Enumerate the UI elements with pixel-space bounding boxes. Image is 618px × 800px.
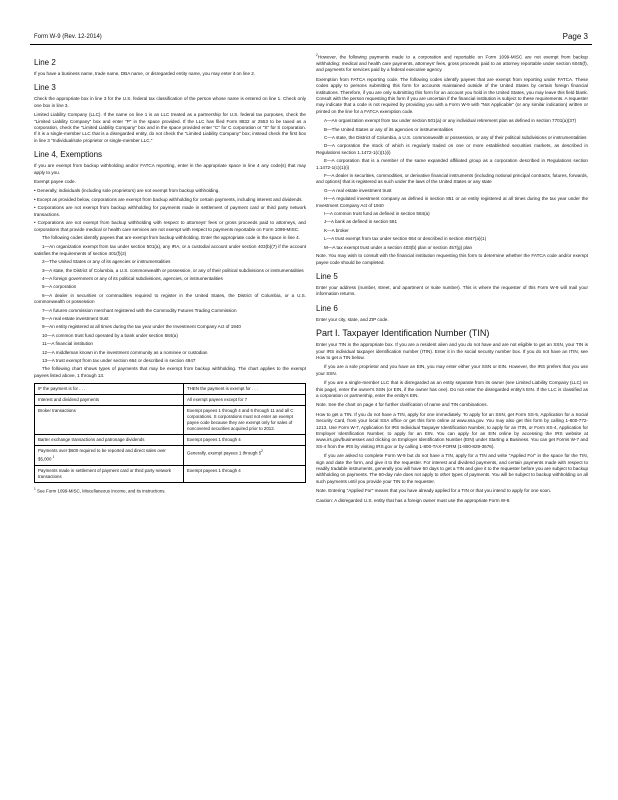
- table-row: [35, 395, 306, 406]
- line4-bullet: • Corporations are not exempt from backup withholding with respect to attorneys' fees or gross proceeds paid to attorneys, and corporations that provide medical or health care services are not exempt with respect to payments reportable on Form 1099-MISC.: [34, 220, 306, 232]
- part1-p8: Caution: A disregarded U.S. entity that has a foreign owner must use the appropriate Form W-8.: [316, 497, 511, 503]
- fatca-code: M—A tax exempt trust under a section 403(b) plan or section 457(g) plan: [324, 244, 473, 250]
- line5-text: Enter your address (number, street, and apartment or suite number). This is where the requester of this Form W-9 will mail your information returns.: [316, 284, 588, 297]
- fatca-code: G—A real estate investment trust: [324, 187, 392, 193]
- line2-text: If you have a business name, trade name, DBA name, or disregarded entity name, you may enter it on line 2.: [34, 71, 256, 76]
- exempt-code: 5—A corporation: [42, 284, 77, 290]
- footnote-text: See Form 1099-MISC, Miscellaneous Income, and its instructions.: [37, 488, 166, 494]
- line6-text: Enter your city, state, and ZIP code.: [316, 316, 389, 322]
- table-row: [35, 435, 306, 446]
- fatca-code: B—The United States or any of its agencies or instrumentalities: [324, 126, 453, 132]
- form-id: Form W-9 (Rev. 12-2014): [34, 34, 102, 40]
- fatca-code: K—A broker: [324, 227, 349, 233]
- fatca-code: A—An organization exempt from tax under section 501(a) or any individual retirement plan as defined in section 7701(a)(37): [324, 118, 577, 124]
- exempt-code: 13—A trust exempt from tax under section 664 or described in section 4947: [42, 358, 196, 363]
- exempt-code: 9—An entity registered at all times during the tax year under the Investment Company Act of 1940: [42, 324, 241, 330]
- fatca-code: I—A common trust fund as defined in section 584(a): [324, 211, 430, 217]
- exempt-code: 10—A common trust fund operated by a bank under section 584(a): [42, 332, 178, 338]
- fatca-code: D—A corporation the stock of which is regularly traded on one or more established securities markets, as described in Regulations section 1.1472-1(c)(1)(i): [316, 143, 588, 155]
- line4-p1: If you are exempt from backup withholding and/or FATCA reporting, enter in the appropriate space in line 4 any code(s) that may apply to you.: [34, 163, 306, 175]
- fatca-intro: Exemption from FATCA reporting code. The following codes identify payees that are exempt from reporting under FATCA. These codes apply to persons submitting this form for accounts maintained outside of the United States by certain foreign financial institutions. Therefore, if you are only submitting this form for an account you hold in the United States, you may leave this field blank. Consult with the person requesting this form if you are uncertain if the financial institution is subject to these requirements. A requester may indicate that a code is not required by providing you with a Form W-9 with "Not Applicable" (or any similar indication) written or printed on the line for a FATCA exemption code.: [316, 76, 588, 114]
- line2-heading: Line 2: [34, 58, 56, 67]
- line3-p2: Limited Liability Company (LLC). If the name on line 1 is an LLC treated as a partnership for U.S. federal tax purposes, check the "Limited Liability Company" box and enter "P" in the space provided. If the LLC has filed Form 8832 or 2553 to be taxed as a corporation, check the "Limited Liability Company" box and in the space provided enter "C" for C corporation or "S" for S corporation. If it is a single-member LLC that is a disregarded entity, do not check the "Limited Liability Company" box; instead check the first box in line 3 "Individual/sole proprietor or single-member LLC.": [34, 112, 306, 143]
- fatca-code: L—A trust exempt from tax under section 664 or described in section 4947(a)(1): [324, 236, 487, 242]
- table-cell: Barter exchange transactions and patronage dividends: [35, 435, 184, 446]
- table-row: [35, 446, 306, 465]
- table-header-exempt: THEN the payment is exempt for . . .: [184, 384, 306, 395]
- fatca-code: C—A state, the District of Columbia, a U.S. commonwealth or possession, or any of their political subdivisions or instrumentalities: [324, 135, 587, 140]
- exempt-code: 11—A financial institution: [42, 341, 93, 347]
- exempt-code: 1—An organization exempt from tax under section 501(a), any IRA, or a custodial account under section 403(b)(7) if the account satisfies the requirements of section 401(f)(2): [34, 244, 306, 256]
- part1-p6: If you are asked to complete Form W-9 but do not have a TIN, apply for a TIN and write "Applied For" in the space for the TIN, sign and date the form, and give it to the requester. For interest and dividend payments, and certain payments made with respect to readily tradable instruments, generally you will have 60 days to get a TIN and give it to the requester before you are subject to backup withholding on payments. The 60-day rule does not apply to other types of payments. You will be subject to backup withholding on all such payments until you provide your TIN to the requester.: [316, 453, 588, 484]
- page-header: [30, 30, 592, 45]
- exempt-code: 12—A middleman known in the investment community as a nominee or custodian: [42, 349, 208, 355]
- line4-heading: Line 4, Exemptions: [34, 150, 103, 160]
- part1-p3: If you are a single-member LLC that is disregarded as an entity separate from its owner (see Limited Liability Company (LLC) on this page), enter the owner's SSN (or EIN, if the owner has one). Do not enter the disregarded entity's EIN. If the LLC is classified as a corporation or partnership, enter the entity's EIN.: [316, 380, 588, 398]
- footnote-mark: 2: [316, 53, 318, 57]
- right-column: [316, 52, 588, 507]
- part1-p7: Note. Entering "Applied For" means that you have already applied for a TIN or that you intend to apply for one soon.: [316, 488, 552, 494]
- exempt-code: 4—A foreign government or any of its political subdivisions, agencies, or instrumentalities: [42, 275, 223, 281]
- line4-bullet: • Except as provided below, corporations are exempt from backup withholding for certain payments, including interest and dividends.: [34, 196, 303, 202]
- line6-heading: Line 6: [316, 303, 338, 313]
- line4-bullet: • Generally, individuals (including sole proprietors) are not exempt from backup withholding.: [34, 188, 220, 194]
- footnote-mark: 1: [34, 486, 36, 491]
- fatca-code: H—A regulated investment company as defined in section 851 or an entity registered at all times during the tax year under the Investment Company Act of 1940: [316, 196, 588, 208]
- table-cell: Exempt payees 1 through 4: [184, 465, 306, 482]
- fatca-note: Note. You may wish to consult with the financial institution requesting this form to determine whether the FATCA code and/or exempt payee code should be completed.: [316, 253, 588, 265]
- footnote-mark: 1: [52, 455, 55, 460]
- footnote-2: [316, 52, 588, 74]
- table-row: [35, 465, 306, 482]
- line4-bullet: • Corporations are not exempt from backup withholding for payments made in settlement of payment card or third party network transactions.: [34, 205, 306, 217]
- part1-p2: If you are a sole proprietor and you have an EIN, you may enter either your SSN or EIN. However, the IRS prefers that you use your SSN.: [316, 364, 588, 376]
- fatca-code: E—A corporation that is a member of the same expanded affiliated group as a corporation described in Regulations section 1.1472-1(c)(1)(i): [316, 158, 588, 170]
- exempt-code: 3—A state, the District of Columbia, a U.S. commonwealth or possession, or any of their political subdivisions or instrumentalities: [42, 267, 304, 273]
- cell-text: Generally, exempt payees 1 through 5: [187, 450, 262, 456]
- table-cell: [184, 446, 306, 465]
- table-cell: [35, 446, 184, 465]
- exempt-code: 2—The United States or any of its agencies or instrumentalities: [42, 259, 171, 265]
- part1-heading: Part I. Taxpayer Identification Number (TIN): [316, 328, 490, 339]
- table-header-payment: IF the payment is for . . .: [35, 384, 184, 395]
- part1-p1: Enter your TIN in the appropriate box. If you are a resident alien and you do not have and are not eligible to get an SSN, your TIN is your IRS individual taxpayer identification number (ITIN). Enter it in the social security number box. If you do not have an ITIN, see How to get a TIN below.: [316, 342, 588, 360]
- part1-p5: How to get a TIN. If you do not have a TIN, apply for one immediately. To apply for an SSN, get Form SS-5, Application for a Social Security Card, from your local SSA office or get this form online at www.ssa.gov. You may also get this form by calling 1-800-772-1213. Use Form W-7, Application for IRS Individual Taxpayer Identification Number, to apply for an ITIN, or Form SS-4, Application for Employer Identification Number, to apply for an EIN. You can apply for an EIN online by accessing the IRS website at www.irs.gov/businesses and clicking on Employer Identification Number (EIN) under Starting a Business. You can get Forms W-7 and SS-4 from the IRS by visiting IRS.gov or by calling 1-800-TAX-FORM (1-800-829-3676).: [316, 411, 588, 449]
- footnote-1: [34, 486, 306, 495]
- line4-p4: The following chart shows types of payments that may be exempt from backup withholding. The chart applies to the exempt payees listed above, 1 through 13.: [34, 366, 306, 378]
- table-cell: Payments made in settlement of payment card or third party network transactions: [35, 465, 184, 482]
- table-cell: Broker transactions: [35, 406, 184, 435]
- part1-p4: Note. See the chart on page 4 for further clarification of name and TIN combinations.: [316, 402, 488, 408]
- exemption-table: [34, 383, 306, 482]
- page-number: Page 3: [562, 32, 588, 41]
- exempt-code: 7—A futures commission merchant registered with the Commodity Futures Trading Commission: [42, 307, 237, 313]
- table-cell: Interest and dividend payments: [35, 395, 184, 406]
- left-column: [34, 52, 306, 495]
- table-cell: All exempt payees except for 7: [184, 395, 306, 406]
- fatca-code: J—A bank as defined in section 581: [324, 219, 398, 225]
- line4-p2: Exempt payee code.: [34, 179, 76, 185]
- footnote-text: However, the following payments made to a corporation and reportable on Form 1099-MISC are not exempt from backup withholding: medical and health care payments, attorneys' fees, gross proceeds paid to an attorney reportable under section 6045(f), and payments for services paid by a federal executive agency.: [316, 54, 588, 73]
- line3-p1: Check the appropriate box in line 3 for the U.S. federal tax classification of the person whose name is entered on line 1. Check only one box in line 3.: [34, 96, 306, 108]
- table-row: [35, 406, 306, 435]
- exempt-code: 6—A dealer in securities or commodities required to register in the United States, the District of Columbia, or a U.S. commonwealth or possession: [34, 292, 306, 305]
- table-header-row: [35, 384, 306, 395]
- line3-heading: Line 3: [34, 83, 56, 93]
- fatca-code: F—A dealer in securities, commodities, or derivative financial instruments (including notional principal contracts, futures, forwards, and options) that is registered as such under the laws of the United States or any state: [316, 173, 588, 185]
- table-cell: Exempt payees 1 through 4: [184, 435, 306, 446]
- document-page: [30, 30, 592, 770]
- line5-heading: Line 5: [316, 271, 338, 281]
- exempt-code: 8—A real estate investment trust: [42, 315, 109, 321]
- footnote-mark: 2: [261, 449, 263, 454]
- cell-text: Payments over $600 required to be reported and direct sales over $5,000: [38, 448, 166, 462]
- line4-p3: The following codes identify payees that are exempt from backup withholding. Enter the appropriate code in the space in line 4.: [42, 234, 300, 240]
- table-cell: Exempt payees 1 through 4 and 6 through 11 and all C corporations. S corporations must not enter an exempt payee code because they are exempt only for sales of noncovered securities acquired prior to 2012.: [184, 406, 306, 435]
